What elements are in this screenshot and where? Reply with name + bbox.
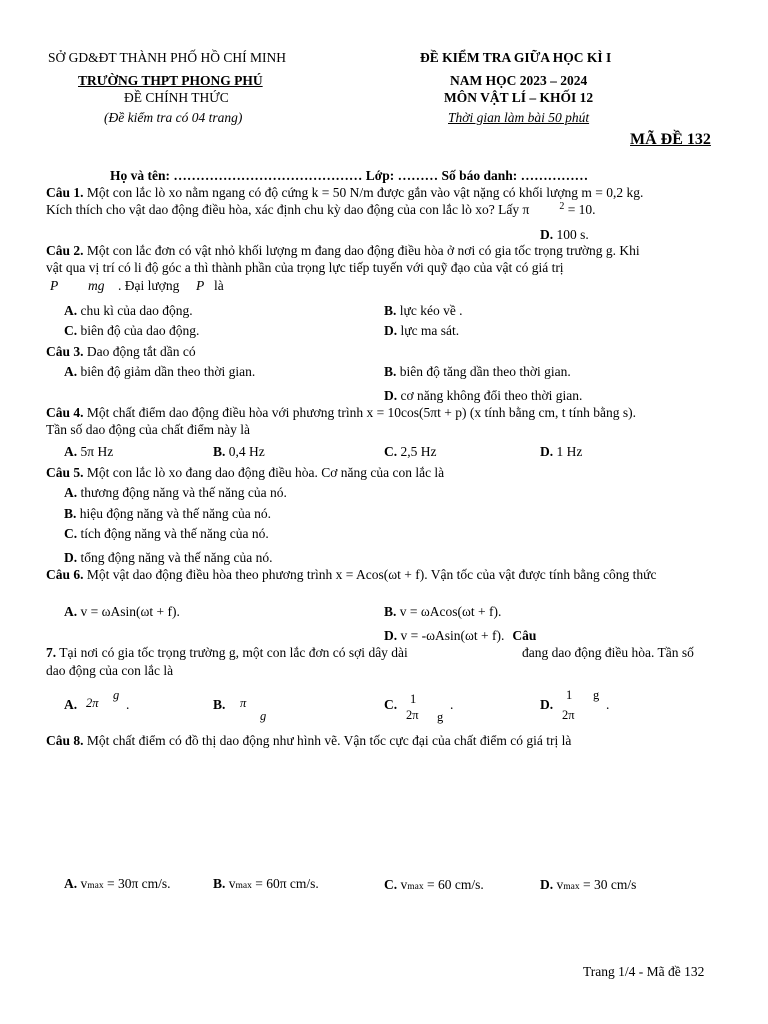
exam-title: ĐỀ KIỂM TRA GIỮA HỌC KÌ I — [420, 50, 612, 65]
question-label: 7. — [46, 645, 57, 660]
exam-code: MÃ ĐỀ 132 — [630, 131, 711, 148]
formula-numerator: g — [113, 688, 120, 702]
answer-text: thương động năng và thế năng của nó. — [77, 485, 287, 500]
question-text: = 10. — [564, 202, 596, 217]
answer-b — [384, 303, 463, 319]
subject-label: MÔN VẬT LÍ – KHỐI 12 — [444, 90, 594, 105]
answer-var: v — [397, 877, 408, 892]
student-info-line: Họ và tên: …………………………………… Lớp: ……… Số báo danh: …………… — [110, 168, 589, 183]
answer-d — [540, 877, 636, 893]
answer-c — [64, 323, 199, 339]
answer-text: lực kéo về . — [396, 303, 463, 318]
answer-label: A. — [64, 364, 78, 379]
answer-text: tổng động năng và thế năng của nó. — [77, 550, 273, 565]
question-label-fragment: Câu — [512, 628, 537, 643]
answer-label: D. — [384, 388, 398, 403]
answer-label: B. — [213, 876, 226, 891]
question-1-line2 — [46, 202, 596, 218]
question-text: Một chất điểm có đồ thị dao động như hình vẽ. Vận tốc cực đại của chất điểm có giá trị là — [83, 733, 572, 748]
formula-dot: . — [606, 697, 610, 712]
answer-label: A. — [64, 444, 78, 459]
answer-d — [384, 323, 459, 339]
question-text: Một chất điểm dao động điều hòa với phương trình x = 10cos(5πt + p) (x tính bằng cm, t tính bằng s). — [83, 405, 636, 420]
answer-text: 0,4 Hz — [225, 444, 265, 459]
formula-numerator: 1 — [566, 688, 573, 702]
answer-label: D. — [384, 323, 398, 338]
department-name: SỞ GD&ĐT THÀNH PHỐ HỒ CHÍ MINH — [48, 50, 287, 65]
answer-b — [384, 604, 501, 620]
answer-a — [64, 303, 193, 319]
formula-dot: . — [450, 697, 454, 712]
question-8 — [46, 733, 571, 749]
answer-a — [64, 604, 180, 620]
superscript: 2 — [559, 201, 565, 212]
answer-var: v — [77, 876, 88, 891]
answer-b — [384, 364, 571, 380]
formula-pi: π — [240, 696, 247, 710]
answer-label: D. — [384, 628, 398, 643]
formula-numerator: g — [593, 688, 600, 702]
answer-label: D. — [540, 444, 554, 459]
answer-a — [64, 485, 287, 501]
answer-d — [64, 550, 272, 566]
answer-text: 100 s. — [553, 227, 589, 242]
answer-d — [540, 444, 582, 460]
question-2-line3-end: là — [214, 278, 224, 293]
answer-text: biên độ tăng dần theo thời gian. — [396, 364, 571, 379]
question-label: Câu 2. — [46, 243, 84, 258]
school-name: TRƯỜNG THPT PHONG PHÚ — [78, 73, 263, 88]
symbol-p: P — [50, 278, 59, 293]
formula-2pi: 2π — [86, 696, 99, 710]
answer-label: B. — [213, 444, 226, 459]
question-4-line2: Tần số dao động của chất điểm này là — [46, 422, 250, 437]
question-text: Một vật dao động điều hòa theo phương trình x = Acos(ωt + f). Vận tốc của vật được tính bằng công thức — [83, 567, 657, 582]
answer-text: v = ωAsin(ωt + f). — [77, 604, 180, 619]
answer-text: cơ năng không đổi theo thời gian. — [397, 388, 583, 403]
answer-label: A. — [64, 485, 78, 500]
answer-b-label: B. — [213, 697, 226, 712]
question-label: Câu 4. — [46, 405, 84, 420]
formula-dot: . — [126, 697, 130, 712]
answer-label: C. — [64, 323, 78, 338]
answer-text: 1 Hz — [553, 444, 583, 459]
answer-b — [64, 506, 271, 522]
answer-d — [384, 628, 536, 644]
question-text: Kích thích cho vật dao động điều hòa, xác định chu kỳ dao động của con lắc lò xo? Lấy π — [46, 202, 530, 217]
answer-label: A. — [64, 604, 78, 619]
answer-text: biên độ giảm dần theo thời gian. — [77, 364, 256, 379]
answer-label: D. — [64, 550, 78, 565]
answer-label: C. — [384, 877, 398, 892]
answer-text: = 30π cm/s. — [103, 876, 171, 891]
page-footer: Trang 1/4 - Mã đề 132 — [583, 964, 705, 979]
answer-text: 2,5 Hz — [397, 444, 437, 459]
question-label: Câu 5. — [46, 465, 84, 480]
answer-text: v = ωAcos(ωt + f). — [396, 604, 502, 619]
formula-denominator: 2π — [562, 708, 575, 722]
answer-text: = 60 cm/s. — [423, 877, 484, 892]
school-year: NAM HỌC 2023 – 2024 — [450, 73, 588, 88]
formula-numerator: 1 — [410, 692, 417, 706]
answer-a — [64, 364, 255, 380]
question-text: Một con lắc lò xo nằm ngang có độ cứng k = 50 N/m được gắn vào vật nặng có khối lượng m = 0,2 kg. — [83, 185, 644, 200]
answer-c — [384, 877, 484, 893]
answer-subscript: max — [407, 882, 424, 892]
question-text: Tại nơi có gia tốc trọng trường g, một con lắc đơn có sợi dây dài — [56, 645, 408, 660]
question-1 — [46, 185, 643, 201]
question-label: Câu 1. — [46, 185, 84, 200]
answer-label: B. — [384, 604, 397, 619]
official-label: ĐỀ CHÍNH THỨC — [124, 90, 229, 105]
symbol-mg: mg — [88, 278, 105, 293]
question-label: Câu 8. — [46, 733, 84, 748]
pages-note: (Đề kiểm tra có 04 trang) — [104, 110, 243, 125]
question-7-line2: dao động của con lắc là — [46, 663, 174, 678]
answer-label: A. — [64, 876, 78, 891]
answer-subscript: max — [563, 882, 580, 892]
answer-var: v — [553, 877, 564, 892]
question-label: Câu 6. — [46, 567, 84, 582]
answer-text: lực ma sát. — [397, 323, 460, 338]
answer-text: hiệu động năng và thế năng của nó. — [76, 506, 271, 521]
question-6 — [46, 567, 657, 583]
answer-c — [64, 526, 269, 542]
question-2-line3: . Đại lượng — [118, 278, 180, 293]
formula-denominator: g — [260, 709, 267, 723]
question-label: Câu 3. — [46, 344, 84, 359]
question-2 — [46, 243, 640, 259]
answer-a — [64, 876, 171, 892]
answer-d — [540, 227, 589, 243]
answer-subscript: max — [235, 881, 252, 891]
question-5 — [46, 465, 444, 481]
answer-label: C. — [64, 526, 78, 541]
answer-b — [213, 444, 265, 460]
answer-subscript: max — [87, 881, 104, 891]
answer-text: tích động năng và thế năng của nó. — [77, 526, 269, 541]
question-4 — [46, 405, 636, 421]
answer-text: biên độ của dao động. — [77, 323, 200, 338]
question-3 — [46, 344, 196, 360]
answer-label: A. — [64, 303, 78, 318]
answer-text: chu kì của dao động. — [77, 303, 193, 318]
question-text: Một con lắc lò xo đang dao động điều hòa. Cơ năng của con lắc là — [83, 465, 445, 480]
symbol-p: P — [196, 278, 205, 293]
answer-b — [213, 876, 319, 892]
answer-d-label: D. — [540, 697, 554, 712]
question-text: Một con lắc đơn có vật nhỏ khối lượng m đang dao động điều hòa ở nơi có gia tốc trọng trường g. Khi — [83, 243, 640, 258]
answer-d — [384, 388, 582, 404]
answer-text: = 30 cm/s — [579, 877, 637, 892]
answer-text: 5π Hz — [77, 444, 114, 459]
answer-a — [64, 444, 113, 460]
duration-label: Thời gian làm bài 50 phút — [448, 110, 590, 125]
question-text: Dao động tắt dần có — [83, 344, 196, 359]
answer-var: v — [225, 876, 236, 891]
answer-label: D. — [540, 877, 554, 892]
question-7-line1-end: đang dao động điều hòa. Tần số — [522, 645, 694, 660]
answer-label: B. — [384, 364, 397, 379]
answer-label: B. — [64, 506, 77, 521]
answer-c — [384, 444, 437, 460]
answer-text: v = -ωAsin(ωt + f). — [397, 628, 505, 643]
question-7 — [46, 645, 408, 661]
answer-label: D. — [540, 227, 554, 242]
question-2-line2: vật qua vị trí có li độ góc a thì thành phần của trọng lực tiếp tuyến với quỹ đạo của vật có giá trị — [46, 260, 564, 275]
answer-label: B. — [384, 303, 397, 318]
answer-text: = 60π cm/s. — [251, 876, 319, 891]
formula-denominator: g — [437, 710, 444, 724]
answer-label: C. — [384, 444, 398, 459]
answer-c-label: C. — [384, 697, 398, 712]
formula-denominator: 2π — [406, 708, 419, 722]
answer-a-label: A. — [64, 697, 78, 712]
